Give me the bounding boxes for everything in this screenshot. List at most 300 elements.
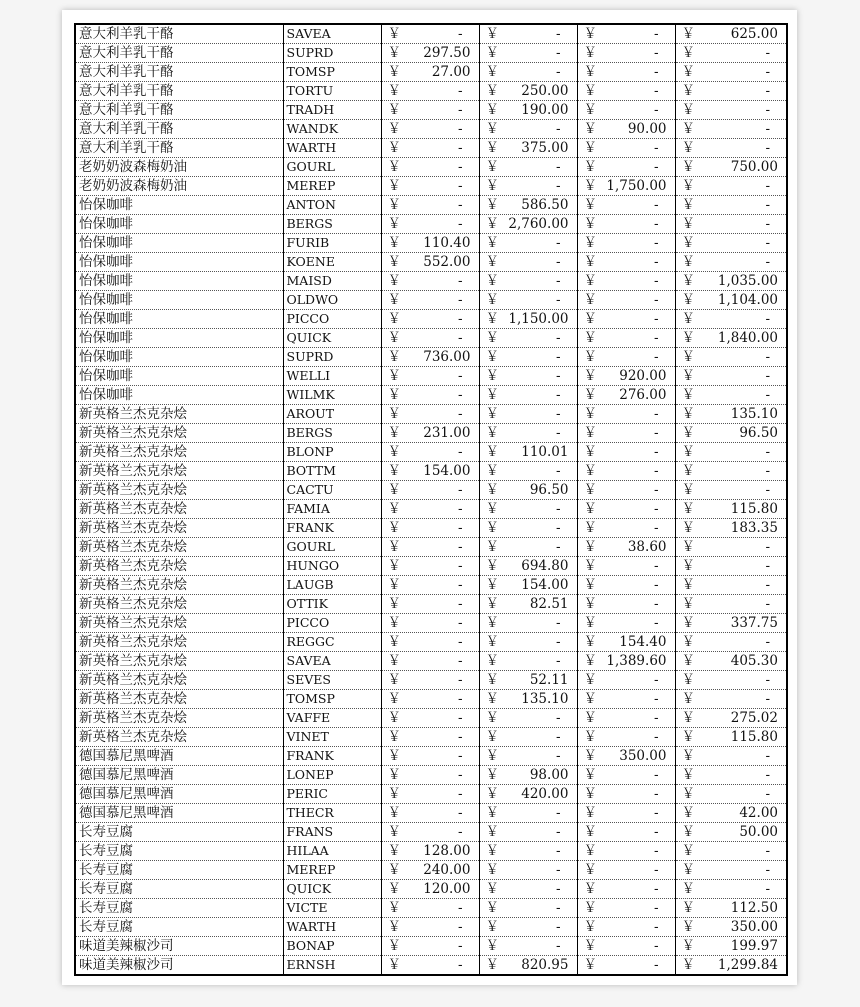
currency-symbol: ￥ [485,748,499,764]
amount-cell [675,329,787,348]
currency-symbol: ￥ [583,710,597,726]
amount-cell [577,196,675,215]
amount-cell [675,386,787,405]
customer-code-cell: OTTIK [283,595,381,614]
amount-cell [479,937,577,956]
amount-cell [577,405,675,424]
table-row [75,177,787,196]
amount-cell [577,443,675,462]
table-row [75,120,787,139]
product-name-cell: 新英格兰杰克杂烩 [75,481,283,500]
currency-symbol: ￥ [681,406,695,422]
amount-cell [577,899,675,918]
currency-symbol: ￥ [387,767,401,783]
customer-code-cell: KOENE [283,253,381,272]
customer-code-cell: TOMSP [283,63,381,82]
table-row [75,785,787,804]
product-name-cell: 怡保咖啡 [75,367,283,386]
amount-value: - [457,83,463,99]
amount-cell [381,82,479,101]
amount-cell [479,234,577,253]
amount-cell [381,101,479,120]
amount-value: - [555,919,561,935]
amount-value: 1,840.00 [717,330,778,346]
amount-value: - [653,102,659,118]
currency-symbol: ￥ [387,691,401,707]
currency-symbol: ￥ [583,691,597,707]
product-name-cell: 新英格兰杰克杂烩 [75,690,283,709]
product-name-cell: 新英格兰杰克杂烩 [75,519,283,538]
currency-symbol: ￥ [387,45,401,61]
currency-symbol: ￥ [485,292,499,308]
table-row [75,899,787,918]
amount-cell [577,348,675,367]
currency-symbol: ￥ [485,235,499,251]
product-name-cell: 新英格兰杰克杂烩 [75,671,283,690]
currency-symbol: ￥ [485,862,499,878]
amount-cell [381,956,479,976]
currency-symbol: ￥ [387,862,401,878]
currency-symbol: ￥ [485,387,499,403]
amount-value: - [765,311,770,327]
amount-value: - [765,349,770,365]
customer-code-cell: OLDWO [283,291,381,310]
amount-cell [675,101,787,120]
amount-cell [675,234,787,253]
amount-value: 625.00 [730,26,778,42]
amount-cell [675,747,787,766]
amount-cell [577,785,675,804]
amount-cell [479,538,577,557]
amount-value: - [457,26,463,42]
amount-cell [479,386,577,405]
table-row [75,310,787,329]
amount-value: 190.00 [521,102,569,118]
currency-symbol: ￥ [583,520,597,536]
amount-cell [675,424,787,443]
product-name-cell: 意大利羊乳干酪 [75,63,283,82]
amount-cell [577,24,675,44]
currency-symbol: ￥ [387,729,401,745]
amount-value: - [765,672,770,688]
amount-value: - [457,539,463,555]
currency-symbol: ￥ [485,444,499,460]
amount-cell [381,728,479,747]
amount-cell [479,462,577,481]
amount-value: 128.00 [423,843,471,859]
amount-cell [577,880,675,899]
table-row [75,633,787,652]
currency-symbol: ￥ [681,691,695,707]
amount-value: 50.00 [739,824,778,840]
amount-value: - [457,501,463,517]
amount-value: - [555,178,561,194]
currency-symbol: ￥ [485,482,499,498]
product-name-cell: 新英格兰杰克杂烩 [75,576,283,595]
amount-value: - [457,121,463,137]
table-row [75,253,787,272]
amount-cell [381,196,479,215]
currency-symbol: ￥ [387,349,401,365]
amount-value: - [653,349,659,365]
amount-value: - [653,482,659,498]
amount-value: - [555,254,561,270]
amount-cell [577,462,675,481]
amount-value: - [457,520,463,536]
customer-code-cell: HILAA [283,842,381,861]
amount-cell [675,500,787,519]
table-row [75,842,787,861]
amount-cell [577,329,675,348]
amount-value: - [457,444,463,460]
amount-value: 27.00 [431,64,471,80]
amount-value: - [457,748,463,764]
product-name-cell: 怡保咖啡 [75,348,283,367]
amount-value: - [653,805,659,821]
amount-value: - [555,862,561,878]
amount-value: - [457,159,463,175]
amount-cell [479,253,577,272]
currency-symbol: ￥ [681,672,695,688]
amount-cell [577,101,675,120]
table-body [75,24,787,975]
product-name-cell: 新英格兰杰克杂烩 [75,709,283,728]
amount-cell [675,956,787,976]
amount-cell [577,386,675,405]
table-row [75,234,787,253]
customer-code-cell: LAUGB [283,576,381,595]
currency-symbol: ￥ [485,900,499,916]
customer-code-cell: SEVES [283,671,381,690]
amount-cell [577,633,675,652]
amount-value: 750.00 [730,159,778,175]
currency-symbol: ￥ [583,900,597,916]
amount-value: - [653,159,659,175]
amount-cell [381,405,479,424]
table-row [75,215,787,234]
currency-symbol: ￥ [583,862,597,878]
amount-cell [381,880,479,899]
amount-cell [675,63,787,82]
currency-symbol: ￥ [681,805,695,821]
currency-symbol: ￥ [583,254,597,270]
customer-code-cell: WANDK [283,120,381,139]
amount-value: - [653,64,659,80]
amount-value: - [457,273,463,289]
amount-value: - [457,368,463,384]
amount-value: - [555,501,561,517]
currency-symbol: ￥ [583,26,597,42]
amount-cell [479,272,577,291]
currency-symbol: ￥ [387,539,401,555]
currency-symbol: ￥ [387,216,401,232]
currency-symbol: ￥ [485,368,499,384]
currency-symbol: ￥ [681,311,695,327]
currency-symbol: ￥ [485,805,499,821]
currency-symbol: ￥ [387,330,401,346]
table-row [75,272,787,291]
amount-value: - [457,140,463,156]
amount-cell [381,918,479,937]
amount-cell [479,177,577,196]
amount-cell [381,671,479,690]
amount-value: 586.50 [521,197,569,213]
amount-value: - [765,634,770,650]
amount-value: - [653,596,659,612]
amount-cell [675,880,787,899]
amount-cell [675,519,787,538]
currency-symbol: ￥ [681,482,695,498]
amount-value: - [653,444,659,460]
product-name-cell: 怡保咖啡 [75,272,283,291]
amount-value: - [555,235,561,251]
currency-symbol: ￥ [387,881,401,897]
amount-value: - [457,653,463,669]
currency-symbol: ￥ [583,425,597,441]
amount-value: 82.51 [529,596,569,612]
currency-symbol: ￥ [485,26,499,42]
amount-cell [479,633,577,652]
amount-value: - [555,406,561,422]
amount-cell [577,481,675,500]
amount-cell [479,481,577,500]
amount-cell [381,652,479,671]
currency-symbol: ￥ [583,197,597,213]
currency-symbol: ￥ [485,729,499,745]
currency-symbol: ￥ [681,957,695,973]
amount-cell [675,405,787,424]
amount-value: - [457,710,463,726]
table-row [75,690,787,709]
product-name-cell: 老奶奶波森梅奶油 [75,177,283,196]
product-name-cell: 新英格兰杰克杂烩 [75,595,283,614]
amount-cell [675,861,787,880]
product-name-cell: 长寿豆腐 [75,823,283,842]
amount-value: - [765,216,770,232]
table-row [75,82,787,101]
table-row [75,405,787,424]
amount-cell [675,253,787,272]
amount-value: 115.80 [730,729,778,745]
currency-symbol: ￥ [485,121,499,137]
amount-cell [675,937,787,956]
currency-symbol: ￥ [583,596,597,612]
amount-cell [577,576,675,595]
customer-code-cell: MEREP [283,177,381,196]
amount-value: - [653,463,659,479]
currency-symbol: ￥ [583,653,597,669]
amount-cell [577,690,675,709]
table-row [75,519,787,538]
table-row [75,443,787,462]
amount-value: - [653,83,659,99]
product-name-cell: 新英格兰杰克杂烩 [75,443,283,462]
currency-symbol: ￥ [681,900,695,916]
amount-cell [479,899,577,918]
currency-symbol: ￥ [681,596,695,612]
amount-cell [381,937,479,956]
product-name-cell: 新英格兰杰克杂烩 [75,652,283,671]
currency-symbol: ￥ [485,881,499,897]
amount-cell [381,291,479,310]
amount-cell [381,139,479,158]
currency-symbol: ￥ [681,653,695,669]
currency-symbol: ￥ [583,292,597,308]
amount-value: - [555,824,561,840]
amount-cell [675,481,787,500]
currency-symbol: ￥ [485,83,499,99]
table-row [75,500,787,519]
product-name-cell: 怡保咖啡 [75,291,283,310]
amount-value: - [653,501,659,517]
amount-value: - [765,577,770,593]
amount-value: - [457,786,463,802]
currency-symbol: ￥ [583,463,597,479]
amount-value: - [457,596,463,612]
amount-cell [577,747,675,766]
amount-value: - [555,45,561,61]
amount-cell [577,310,675,329]
currency-symbol: ￥ [681,501,695,517]
amount-cell [381,557,479,576]
amount-value: - [653,558,659,574]
customer-code-cell: ERNSH [283,956,381,976]
amount-value: - [457,729,463,745]
customer-code-cell: TORTU [283,82,381,101]
currency-symbol: ￥ [387,121,401,137]
table-row [75,652,787,671]
table-row [75,576,787,595]
amount-cell [479,880,577,899]
customer-code-cell: BONAP [283,937,381,956]
customer-code-cell: TOMSP [283,690,381,709]
currency-symbol: ￥ [681,330,695,346]
currency-symbol: ￥ [387,748,401,764]
amount-value: - [765,767,770,783]
table-row [75,481,787,500]
currency-symbol: ￥ [485,767,499,783]
currency-symbol: ￥ [387,596,401,612]
currency-symbol: ￥ [583,748,597,764]
amount-cell [577,557,675,576]
product-name-cell: 新英格兰杰克杂烩 [75,557,283,576]
currency-symbol: ￥ [583,881,597,897]
amount-value: 1,150.00 [508,311,569,327]
currency-symbol: ￥ [681,862,695,878]
customer-code-cell: VAFFE [283,709,381,728]
amount-cell [577,177,675,196]
amount-cell [479,24,577,44]
currency-symbol: ￥ [583,178,597,194]
currency-symbol: ￥ [681,444,695,460]
currency-symbol: ￥ [485,710,499,726]
amount-cell [381,158,479,177]
amount-cell [675,671,787,690]
customer-code-cell: BERGS [283,215,381,234]
product-name-cell: 怡保咖啡 [75,386,283,405]
currency-symbol: ￥ [583,83,597,99]
amount-value: - [765,140,770,156]
amount-cell [479,614,577,633]
amount-value: 2,760.00 [508,216,569,232]
amount-cell [577,291,675,310]
amount-cell [479,576,577,595]
currency-symbol: ￥ [485,919,499,935]
amount-value: - [653,767,659,783]
currency-symbol: ￥ [681,197,695,213]
amount-value: - [555,843,561,859]
customer-code-cell: REGGC [283,633,381,652]
amount-cell [479,785,577,804]
amount-value: - [765,444,770,460]
amount-value: - [765,83,770,99]
amount-cell [675,120,787,139]
amount-cell [381,120,479,139]
amount-value: - [555,368,561,384]
currency-symbol: ￥ [485,672,499,688]
amount-cell [479,690,577,709]
currency-symbol: ￥ [583,482,597,498]
amount-cell [675,272,787,291]
amount-cell [381,766,479,785]
amount-value: 135.10 [521,691,569,707]
amount-value: 1,750.00 [606,178,667,194]
amount-value: - [457,824,463,840]
amount-cell [577,804,675,823]
amount-value: 183.35 [730,520,778,536]
customer-code-cell: FRANS [283,823,381,842]
amount-cell [479,652,577,671]
amount-cell [479,747,577,766]
amount-value: 38.60 [627,539,667,555]
currency-symbol: ￥ [387,273,401,289]
amount-value: - [765,482,770,498]
amount-cell [577,82,675,101]
currency-symbol: ￥ [583,216,597,232]
amount-cell [381,386,479,405]
amount-cell [675,595,787,614]
amount-value: - [555,273,561,289]
product-name-cell: 意大利羊乳干酪 [75,139,283,158]
amount-cell [479,291,577,310]
amount-cell [381,253,479,272]
table-row [75,196,787,215]
amount-cell [479,367,577,386]
customer-code-cell: GOURL [283,158,381,177]
currency-symbol: ￥ [485,349,499,365]
product-name-cell: 德国慕尼黑啤酒 [75,804,283,823]
amount-cell [675,348,787,367]
currency-symbol: ￥ [485,406,499,422]
currency-symbol: ￥ [681,273,695,289]
amount-cell [577,538,675,557]
amount-value: - [555,710,561,726]
amount-value: 694.80 [521,558,569,574]
amount-value: - [765,843,770,859]
customer-code-cell: FURIB [283,234,381,253]
currency-symbol: ￥ [583,140,597,156]
table-row [75,158,787,177]
amount-value: - [765,881,770,897]
amount-cell [577,519,675,538]
currency-symbol: ￥ [681,102,695,118]
currency-symbol: ￥ [681,235,695,251]
amount-value: - [653,957,659,973]
amount-cell [675,158,787,177]
amount-cell [479,120,577,139]
currency-symbol: ￥ [681,558,695,574]
amount-value: - [653,26,659,42]
